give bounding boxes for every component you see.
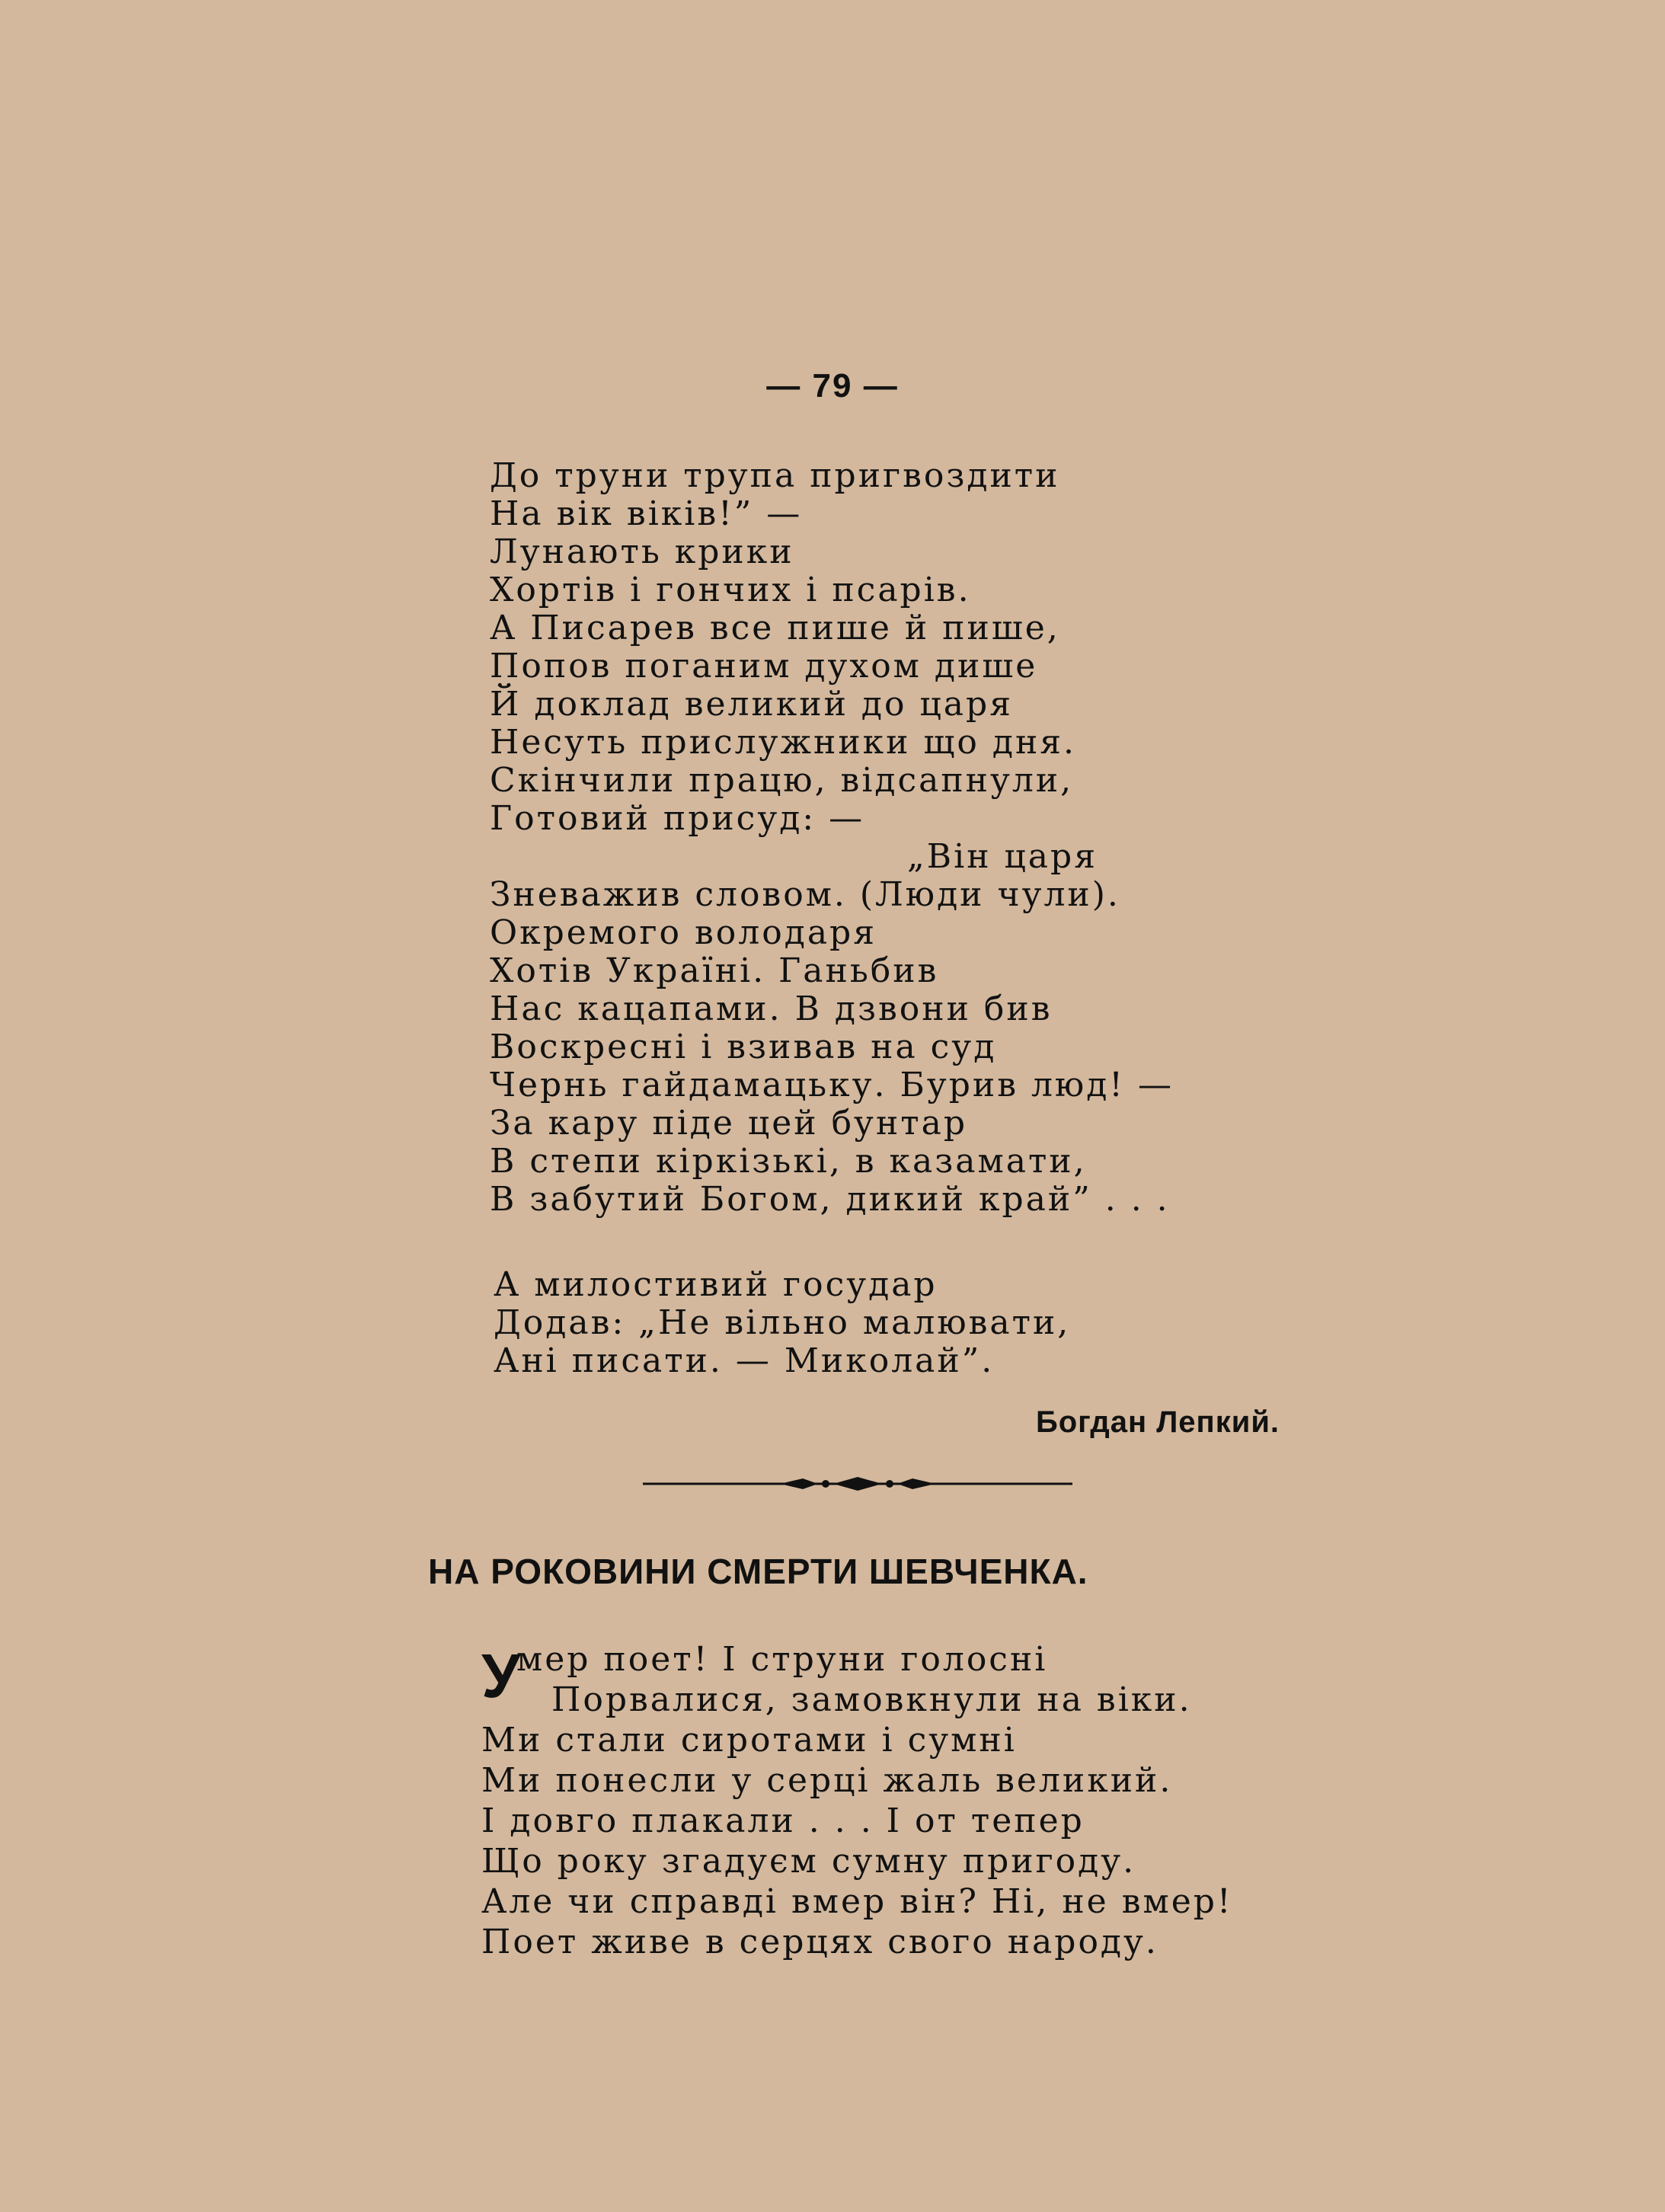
poem-line: Ані писати. — Миколай”. [494,1341,995,1380]
poem-line: Й доклад великий до царя [490,685,1013,724]
poem-line: І довго плакали . . . І от тепер [481,1801,1085,1840]
poem-line: Хотів Україні. Ганьбив [490,951,939,990]
poem-line: Окремого володаря [490,913,877,952]
poem-line: Поет живе в серцях свого народу. [481,1923,1158,1961]
poem-shevchenko-anniversary [481,1639,1472,1962]
poem-line: За кару піде цей бунтар [490,1104,968,1143]
poem-line: На вік віків!” — [490,494,803,533]
poem-line: Несуть прислужники що дня. [490,723,1077,762]
poem-line: Ми понесли у серці жаль великий. [481,1761,1173,1800]
poem-line: Чернь гайдамацьку. Бурив люд! — [490,1066,1174,1104]
poem-line: Зневажив словом. (Люди чули). [490,875,1120,914]
author-signature: Богдан Лепкий. [1036,1405,1280,1439]
page-number: — 79 — [766,367,899,404]
poem-line: В забутий Богом, дикий край” . . . [490,1180,1170,1219]
poem-line: Воскресні і взивав на суд [490,1028,997,1066]
poem-line: А милостивий государ [494,1265,938,1304]
poem-line: Попов поганим духом дише [490,647,1038,686]
poem-final-stanza [494,1266,1408,1380]
poem-line: Нас кацапами. В дзвони бив [490,989,1053,1028]
poem-line: Порвалися, замовкнули на віки. [551,1680,1192,1719]
section-title: НА РОКОВИНИ СМЕРТИ ШЕВЧЕНКА. [428,1552,1088,1591]
poem-line: Хортів і гончих і псарів. [490,571,971,609]
poem-line: Скінчили працю, відсапнули, [490,761,1074,800]
poem-line: Що року згадуєм сумну пригоду. [481,1842,1136,1881]
poem-continuation [490,457,1404,1219]
poem-line: А Писарев все пише й пише, [490,609,1060,647]
poem-line: До труни трупа пригвоздити [490,456,1060,495]
ornamental-divider [643,1475,1072,1493]
poem-first-line: мер поет! І струни голосні [516,1640,1048,1679]
poem-line: Лунають крики [490,532,794,571]
poem-line: В степи кіркізькі, в казамати, [490,1142,1087,1181]
poem-line: Додав: „Не вільно малювати, [494,1303,1071,1342]
poem-line: Але чи справді вмер він? Ні, не вмер! [481,1882,1233,1921]
poem-line: Готовий присуд: — [490,799,865,838]
drop-cap: У [481,1641,521,1711]
poem-line: Ми стали сиротами і сумні [481,1721,1017,1760]
poem-line-indented: „Він царя [907,837,1098,876]
